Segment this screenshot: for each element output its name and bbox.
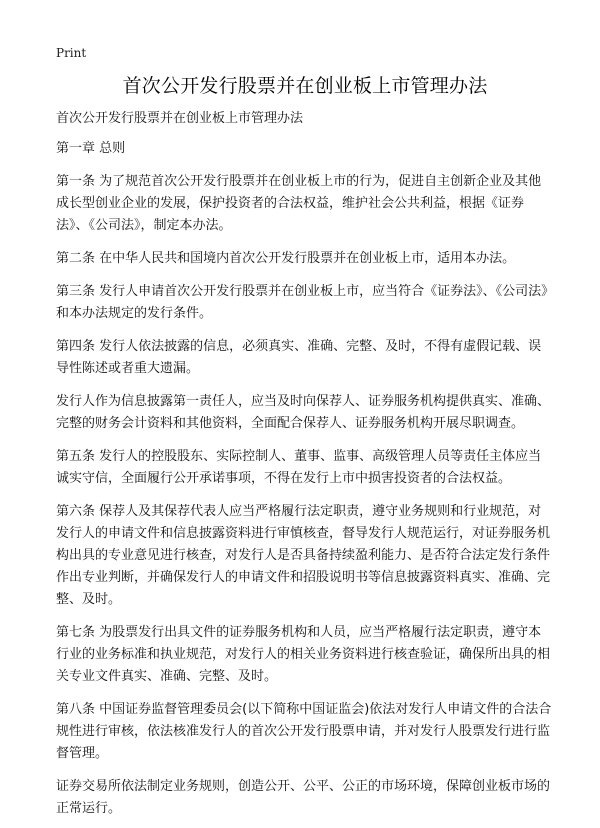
article-8-continuation: 证券交易所依法制定业务规则，创造公开、公平、公正的市场环境，保障创业板市场的正常运行。 [56, 779, 551, 816]
article-7: 第七条 为股票发行出具文件的证券服务机构和人员，应当严格履行法定职责，遵守本行业的业务标准和执业规范，对发行人的相关业务资料进行核查验证，确保所出具的相关专业文件真实、准确、完整、及时。 [56, 625, 551, 684]
print-link[interactable]: Print [56, 46, 87, 60]
article-6: 第六条 保荐人及其保荐代表人应当严格履行法定职责，遵守业务规则和行业规范，对发行人的申请文件和信息披露资料进行审慎核查，督导发行人规范运行，对证券服务机构出具的专业意见进行核查，对发行人是否具备持续盈利能力、是否符合法定发行条件作出专业判断，并确保发行人的申请文件和招股说明书等信息披露资料真实、准确、完整、及时。 [56, 504, 551, 607]
chapter-heading: 第一章 总则 [56, 141, 126, 156]
document-subtitle: 首次公开发行股票并在创业板上市管理办法 [56, 111, 304, 126]
article-3: 第三条 发行人申请首次公开发行股票并在创业板上市，应当符合《证券法》、《公司法》和本办法规定的发行条件。 [56, 284, 548, 321]
document-title: 首次公开发行股票并在创业板上市管理办法 [122, 75, 488, 97]
article-4-continuation: 发行人作为信息披露第一责任人，应当及时向保荐人、证券服务机构提供真实、准确、完整的财务会计资料和其他资料，全面配合保荐人、证券服务机构开展尽职调查。 [56, 394, 551, 431]
article-1: 第一条 为了规范首次公开发行股票并在创业板上市的行为，促进自主创新企业及其他成长型创业企业的发展，保护投资者的合法权益，维护社会公共利益，根据《证券法》、《公司法》，制定本办法。 [56, 174, 542, 233]
article-8: 第八条 中国证券监督管理委员会(以下简称中国证监会)依法对发行人申请文件的合法合规性进行审核，依法核准发行人的首次公开发行股票申请，并对发行人股票发行进行监督管理。 [56, 702, 552, 761]
article-4: 第四条 发行人依法披露的信息，必须真实、准确、完整、及时，不得有虚假记载、误导性陈述或者重大遗漏。 [56, 339, 542, 376]
article-5: 第五条 发行人的控股股东、实际控制人、董事、监事、高级管理人员等责任主体应当诚实守信，全面履行公开承诺事项，不得在发行上市中损害投资者的合法权益。 [56, 449, 542, 486]
article-2: 第二条 在中华人民共和国境内首次公开发行股票并在创业板上市，适用本办法。 [56, 251, 516, 266]
